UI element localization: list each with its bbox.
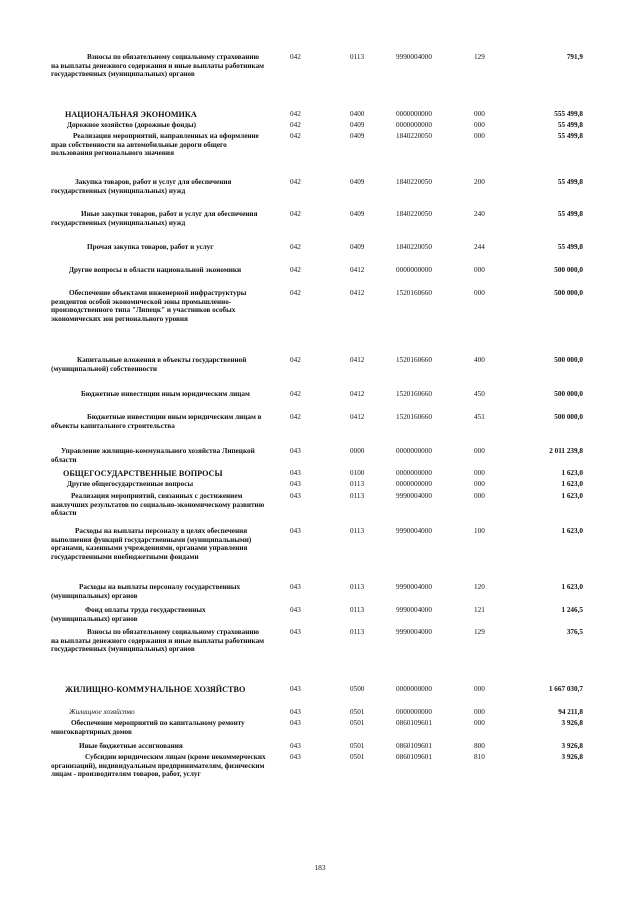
row-grbs-code: 043 [290,742,301,750]
row-target-code: 9990004000 [396,628,432,636]
row-name: Бюджетные инвестиции иным юридическим лицам в объекты капитального строительства [51,413,262,430]
row-expense-type-code: 100 [474,527,485,535]
row-target-code: 1520160660 [396,413,432,421]
row-target-code: 0000000000 [396,685,432,693]
row-expense-type-code: 129 [474,628,485,636]
row-expense-type-code: 000 [474,708,485,716]
row-name: Дорожное хозяйство (дорожные фонды) [67,121,196,129]
row-expense-type-code: 000 [474,685,485,693]
row-section-code: 0100 [350,469,365,477]
row-target-code: 1520160660 [396,289,432,297]
row-amount: 94 211,8 [558,708,583,716]
row-expense-type-code: 000 [474,447,485,455]
row-name: Расходы на выплаты персоналу государственных (муниципальных) органов [51,583,241,600]
row-name: Бюджетные инвестиции иным юридическим лицам [81,390,250,398]
page-number: 183 [314,863,326,872]
row-target-code: 0000000000 [396,480,432,488]
row-grbs-code: 042 [290,289,301,297]
row-grbs-code: 042 [290,243,301,251]
row-name: ОБЩЕГОСУДАРСТВЕННЫЕ ВОПРОСЫ [63,469,223,478]
row-name: Реализация мероприятий, направленных на оформление прав собственности на автомобильные дороги общего пользования регионального значения [51,132,259,158]
row-section-code: 0113 [350,606,365,614]
row-amount: 3 926,8 [561,753,583,761]
row-amount: 791,9 [566,53,583,61]
row-amount: 3 926,8 [561,742,583,750]
row-grbs-code: 042 [290,110,301,118]
row-amount: 55 499,8 [557,178,583,186]
row-expense-type-code: 000 [474,110,485,118]
row-expense-type-code: 000 [474,469,485,477]
row-expense-type-code: 120 [474,583,485,591]
row-section-code: 0113 [350,53,365,61]
row-grbs-code: 043 [290,708,301,716]
row-grbs-code: 043 [290,492,301,500]
row-target-code: 9990004000 [396,583,432,591]
row-name: Взносы по обязательному социальному страхованию на выплаты денежного содержания и иные выплаты работникам государственных (муниципальных) органов [51,628,265,654]
row-expense-type-code: 240 [474,210,485,218]
row-amount: 500 000,0 [554,390,583,398]
row-name: Иные бюджетные ассигнования [79,742,183,750]
row-grbs-code: 042 [290,53,301,61]
row-grbs-code: 043 [290,628,301,636]
row-amount: 500 000,0 [554,289,583,297]
row-name: Закупка товаров, работ и услуг для обеспечения государственных (муниципальных) нужд [51,178,232,195]
row-target-code: 0860109601 [396,753,432,761]
row-grbs-code: 042 [290,121,301,129]
row-expense-type-code: 451 [474,413,485,421]
row-name: Жилищное хозяйство [69,708,135,716]
row-target-code: 1840220050 [396,132,432,140]
row-expense-type-code: 244 [474,243,485,251]
row-expense-type-code: 450 [474,390,485,398]
row-section-code: 0501 [350,719,365,727]
row-expense-type-code: 000 [474,492,485,500]
row-grbs-code: 043 [290,606,301,614]
row-name: Субсидии юридическим лицам (кроме некоммерческих организаций), индивидуальным предпринимателям, физическим лицам - производителям товаров, работ, услуг [51,753,266,779]
row-expense-type-code: 000 [474,266,485,274]
row-target-code: 1840220050 [396,178,432,186]
row-section-code: 0113 [350,628,365,636]
row-name: Взносы по обязательному социальному страхованию на выплаты денежного содержания и иные выплаты работникам государственных (муниципальных) органов [51,53,265,79]
row-expense-type-code: 810 [474,753,485,761]
row-name: Капитальные вложения в объекты государственной (муниципальной) собственности [51,356,247,373]
row-amount: 500 000,0 [554,356,583,364]
row-grbs-code: 042 [290,210,301,218]
row-amount: 1 623,0 [561,480,583,488]
row-target-code: 0000000000 [396,121,432,129]
row-target-code: 9990004000 [396,492,432,500]
row-section-code: 0409 [350,132,365,140]
row-section-code: 0409 [350,178,365,186]
row-grbs-code: 043 [290,447,301,455]
row-target-code: 9990004000 [396,53,432,61]
row-name: Реализация мероприятий, связанных с достижением наилучших результатов по социально-экономическому развитию области [51,492,265,518]
row-section-code: 0412 [350,390,365,398]
row-expense-type-code: 000 [474,121,485,129]
row-target-code: 0000000000 [396,708,432,716]
row-amount: 1 623,0 [561,469,583,477]
row-section-code: 0113 [350,492,365,500]
row-amount: 1 623,0 [561,492,583,500]
row-grbs-code: 042 [290,266,301,274]
row-expense-type-code: 121 [474,606,485,614]
row-grbs-code: 043 [290,583,301,591]
row-name: Расходы на выплаты персоналу в целях обеспечения выполнения функций государственными (муниципальными) органами, казенными учреждениями, органами управления государственными внебюджетными фондами [51,527,252,561]
row-grbs-code: 042 [290,178,301,186]
row-target-code: 0000000000 [396,266,432,274]
row-expense-type-code: 000 [474,480,485,488]
row-section-code: 0412 [350,356,365,364]
row-expense-type-code: 000 [474,719,485,727]
row-amount: 376,5 [566,628,583,636]
row-amount: 1 623,0 [561,527,583,535]
row-amount: 2 011 239,8 [549,447,583,455]
row-target-code: 0000000000 [396,110,432,118]
row-grbs-code: 043 [290,753,301,761]
row-name: НАЦИОНАЛЬНАЯ ЭКОНОМИКА [65,110,197,119]
row-name: Обеспечение объектами инженерной инфраструктуры резидентов особой экономической зоны промышленно-производственного типа "Липецк" и участников особых экономических зон регионального уровня [51,289,247,323]
row-section-code: 0500 [350,685,365,693]
row-grbs-code: 042 [290,356,301,364]
row-expense-type-code: 129 [474,53,485,61]
row-amount: 500 000,0 [554,266,583,274]
row-section-code: 0400 [350,110,365,118]
row-target-code: 0860109601 [396,742,432,750]
row-section-code: 0412 [350,289,365,297]
row-grbs-code: 043 [290,685,301,693]
row-name: Прочая закупка товаров, работ и услуг [87,243,214,251]
row-section-code: 0501 [350,753,365,761]
row-section-code: 0113 [350,527,365,535]
row-name: Фонд оплаты труда государственных (муниципальных) органов [51,606,206,623]
row-grbs-code: 043 [290,527,301,535]
row-expense-type-code: 400 [474,356,485,364]
row-section-code: 0412 [350,266,365,274]
row-amount: 55 499,8 [557,243,583,251]
row-name: Другие общегосударственные вопросы [67,480,194,488]
row-target-code: 0000000000 [396,469,432,477]
row-section-code: 0113 [350,480,365,488]
row-name: Управление жилищно-коммунального хозяйства Липецкой области [51,447,255,464]
row-amount: 55 499,8 [557,121,583,129]
row-section-code: 0501 [350,708,365,716]
row-expense-type-code: 000 [474,289,485,297]
row-section-code: 0501 [350,742,365,750]
row-section-code: 0412 [350,413,365,421]
row-amount: 3 926,8 [561,719,583,727]
row-name: ЖИЛИЩНО-КОММУНАЛЬНОЕ ХОЗЯЙСТВО [65,685,246,694]
row-target-code: 0000000000 [396,447,432,455]
row-grbs-code: 043 [290,719,301,727]
row-amount: 1 667 030,7 [548,685,583,693]
row-target-code: 1840220050 [396,210,432,218]
row-expense-type-code: 200 [474,178,485,186]
row-amount: 1 246,5 [561,606,583,614]
row-name: Иные закупки товаров, работ и услуг для обеспечения государственных (муниципальных) нужд [51,210,258,227]
row-grbs-code: 043 [290,469,301,477]
row-name: Другие вопросы в области национальной экономики [69,266,242,274]
row-amount: 55 499,8 [557,132,583,140]
row-target-code: 9990004000 [396,606,432,614]
row-amount: 55 499,8 [557,210,583,218]
row-target-code: 1520160660 [396,390,432,398]
row-name: Обеспечение мероприятий по капитальному ремонту многоквартирных домов [51,719,245,736]
row-amount: 555 499,8 [554,110,583,118]
row-grbs-code: 042 [290,132,301,140]
row-amount: 1 623,0 [561,583,583,591]
row-section-code: 0409 [350,243,365,251]
row-section-code: 0000 [350,447,365,455]
row-grbs-code: 043 [290,480,301,488]
row-target-code: 1840220050 [396,243,432,251]
row-section-code: 0409 [350,210,365,218]
row-target-code: 0860109601 [396,719,432,727]
row-section-code: 0113 [350,583,365,591]
row-target-code: 9990004000 [396,527,432,535]
row-grbs-code: 042 [290,413,301,421]
row-grbs-code: 042 [290,390,301,398]
row-section-code: 0409 [350,121,365,129]
row-expense-type-code: 000 [474,132,485,140]
row-amount: 500 000,0 [554,413,583,421]
row-target-code: 1520160660 [396,356,432,364]
row-expense-type-code: 800 [474,742,485,750]
